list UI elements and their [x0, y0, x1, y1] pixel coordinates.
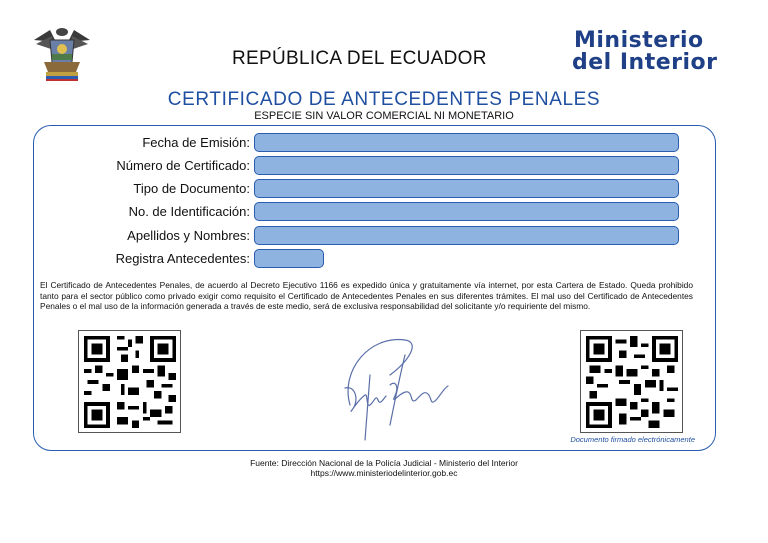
document-type-field — [254, 179, 679, 198]
footer-source-text: Fuente: Dirección Nacional de la Policía Judicial - Ministerio del Interior — [250, 458, 518, 468]
full-name-label: Apellidos y Nombres: — [127, 228, 250, 243]
certificate-number-label: Número de Certificado: — [116, 158, 250, 173]
certificate-number-field — [254, 156, 679, 175]
identification-number-field — [254, 202, 679, 221]
electronic-signature-note: Documento firmado electrónicamente — [570, 435, 695, 444]
republic-heading: REPÚBLICA DEL ECUADOR — [232, 48, 487, 69]
identification-number-label: No. de Identificación: — [128, 204, 250, 219]
criminal-record-label: Registra Antecedentes: — [115, 251, 250, 266]
qr-code-right-icon — [580, 330, 683, 433]
handwritten-signature — [310, 330, 460, 445]
full-name-field — [254, 226, 679, 245]
ministry-logo-line2: del Interior — [572, 50, 718, 75]
coat-of-arms-icon — [32, 22, 92, 82]
certificate-title: CERTIFICADO DE ANTECEDENTES PENALES — [167, 89, 601, 110]
certificate-subtitle: ESPECIE SIN VALOR COMERCIAL NI MONETARIO — [254, 110, 514, 122]
criminal-record-field — [254, 249, 324, 268]
footer-source — [0, 458, 768, 478]
qr-code-left-icon — [78, 330, 181, 433]
emission-date-label: Fecha de Emisión: — [142, 135, 250, 150]
legal-notice: El Certificado de Antecedentes Penales, de acuerdo al Decreto Ejecutivo 1166 es expedido única y gratuitamente vía internet, por esta Cartera de Estado. Queda prohibido tanto para el sector público como privado exigir como requisito el Certificado de Antecedentes Penales en sus diferentes trámites. El mal uso del Certificado de Antecedentes Penales o el mal uso de la información generada a través de este medio, será de exclusiva responsabilidad del solicitante y/o requiriente del mismo. — [40, 280, 693, 311]
document-type-label: Tipo de Documento: — [133, 181, 250, 196]
emission-date-field — [254, 133, 679, 152]
ministry-logo — [574, 30, 718, 74]
ministry-logo-line1: Ministerio — [574, 28, 704, 53]
footer-url-link[interactable]: https://www.ministeriodelinterior.gob.ec — [310, 468, 458, 478]
